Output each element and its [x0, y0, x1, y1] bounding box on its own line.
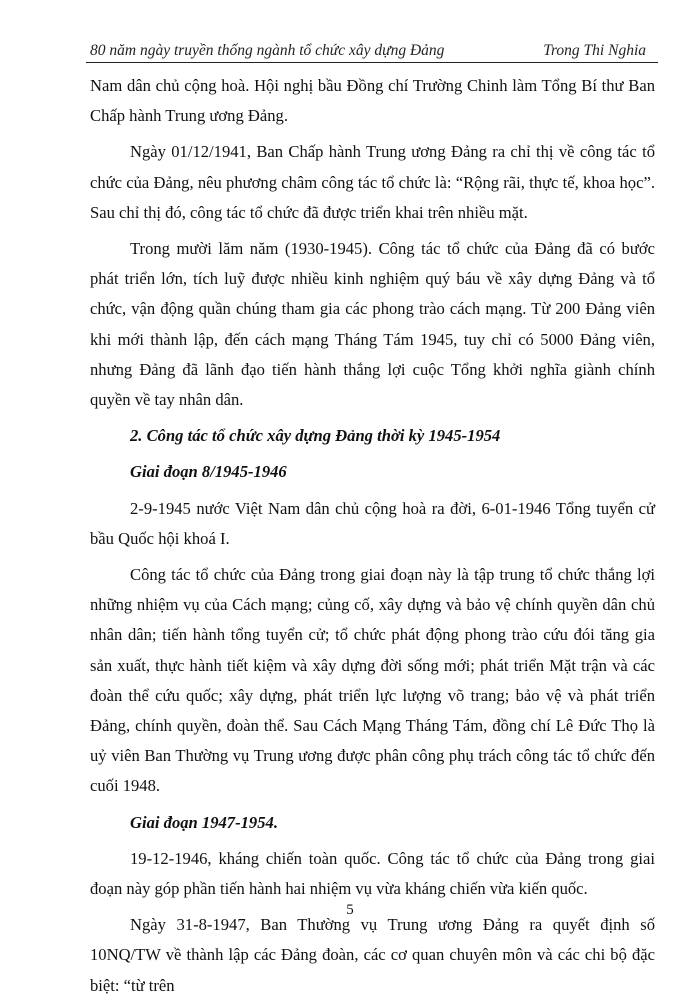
- document-body: [90, 71, 655, 1001]
- paragraph: 19-12-1946, kháng chiến toàn quốc. Công tác tổ chức của Đảng trong giai đoạn này góp phần tiến hành hai nhiệm vụ vừa kháng chiến vừa kiến quốc.: [90, 848, 655, 899]
- paragraph: 2-9-1945 nước Việt Nam dân chủ cộng hoà ra đời, 6-01-1946 Tổng tuyển cử bầu Quốc hội khoá I.: [90, 498, 655, 548]
- paragraph: Trong mười lăm năm (1930-1945). Công tác tổ chức của Đảng đã có bước phát triển lớn, tích luỹ được nhiều kinh nghiệm quý báu về xây dựng Đảng và tổ chức, vận động quần chúng tham gia các phong trào cách mạng. Từ 200 Đảng viên khi mới thành lập, đến cách mạng Tháng Tám 1945, tuy chỉ có 5000 Đảng viên, nhưng Đảng đã lãnh đạo tiến hành thắng lợi cuộc Tổng khởi nghĩa giành chính quyền về tay nhân dân.: [90, 239, 655, 410]
- header-author: Trong Thi Nghia: [543, 42, 646, 59]
- paragraph: Nam dân chủ cộng hoà. Hội nghị bầu Đồng chí Trường Chinh làm Tổng Bí thư Ban Chấp hành Trung ương Đảng.: [90, 76, 655, 126]
- paragraph: Ngày 31-8-1947, Ban Thường vụ Trung ương Đảng ra quyết định số 10NQ/TW về thành lập các Đảng đoàn, các cơ quan chuyên môn và các chi bộ đặc biệt: “từ trên: [90, 915, 655, 995]
- paragraph: Ngày 01/12/1941, Ban Chấp hành Trung ương Đảng ra chỉ thị về công tác tổ chức của Đảng, nêu phương châm công tác tổ chức là: “Rộng rãi, thực tế, khoa học”. Sau chỉ thị đó, công tác tổ chức đã được triển khai trên nhiều mặt.: [90, 142, 655, 222]
- header-title: 80 năm ngày truyền thống ngành tổ chức xây dựng Đảng: [90, 42, 445, 59]
- page-number: 5: [346, 902, 354, 918]
- page-header: [86, 40, 658, 63]
- subsection-heading: Giai đoạn 8/1945-1946: [130, 462, 287, 482]
- paragraph: Công tác tổ chức của Đảng trong giai đoạn này là tập trung tổ chức thắng lợi những nhiệm vụ của Cách mạng; củng cố, xây dựng và bảo vệ chính quyền dân chủ nhân dân; tiến hành tổng tuyển cử; tổ chức phát động phong trào cứu đói tăng gia sản xuất, thực hành tiết kiệm và xây dựng đời sống mới; phát triển Mặt trận và các đoàn thể cứu quốc; xây dựng, phát triển lực lượng võ trang; bảo vệ và phát triển Đảng, chính quyền, đoàn thể. Sau Cách Mạng Tháng Tám, đồng chí Lê Đức Thọ là uỷ viên Ban Thường vụ Trung ương được phân công phụ trách công tác tổ chức đến cuối 1948.: [90, 565, 655, 796]
- subsection-heading: Giai đoạn 1947-1954.: [130, 812, 278, 832]
- section-heading: 2. Công tác tổ chức xây dựng Đảng thời kỳ 1945-1954: [130, 426, 501, 446]
